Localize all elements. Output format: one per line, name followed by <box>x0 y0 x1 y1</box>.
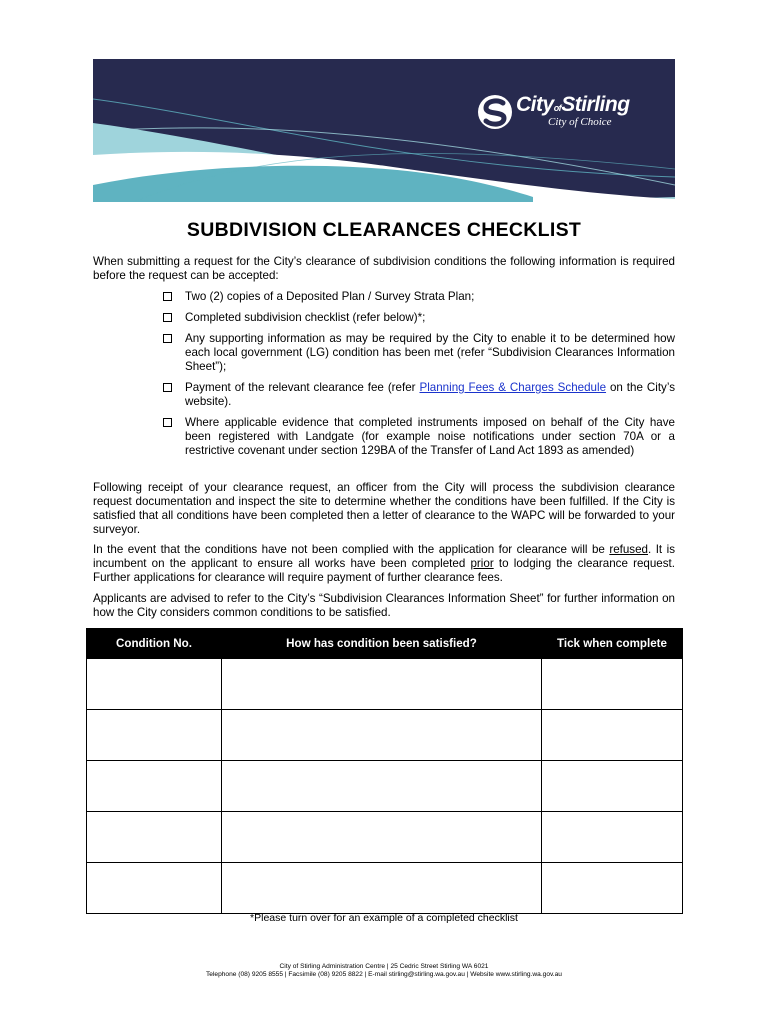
checkbox-icon[interactable] <box>163 383 172 392</box>
condition-checklist-table <box>86 628 683 914</box>
how-satisfied-cell[interactable] <box>222 812 542 863</box>
table-row <box>87 710 683 761</box>
table-row <box>87 659 683 710</box>
footer-contacts: Telephone (08) 9205 8555 | Facsimile (08) 9205 8822 | E-mail stirling@stirling.wa.gov.au | Website www.stirling.wa.gov.au <box>206 971 562 978</box>
page-title: SUBDIVISION CLEARANCES CHECKLIST <box>186 219 582 241</box>
col-header-how-satisfied: How has condition been satisfied? <box>222 629 542 659</box>
logo-wordmark: CityofStirling <box>516 93 630 116</box>
table-row <box>87 761 683 812</box>
checkbox-icon[interactable] <box>163 292 172 301</box>
condition-no-cell[interactable] <box>87 710 222 761</box>
tick-complete-cell[interactable] <box>542 812 683 863</box>
requirements-list <box>162 290 675 458</box>
processing-paragraph: Following receipt of your clearance request, an officer from the City will process the subdivision clearance request documentation and inspect the site to determine whether the conditions have been fulfilled. If the City is satisfied that all conditions have been completed then a letter of clearance to the WAPC will be forwarded to your surveyor. <box>93 481 675 536</box>
page-footer <box>0 963 768 979</box>
footer-address: City of Stirling Administration Centre | 25 Cedric Street Stirling WA 6021 <box>279 963 489 970</box>
tick-complete-cell[interactable] <box>542 863 683 914</box>
table-row <box>87 812 683 863</box>
table-header-row <box>87 629 683 659</box>
checkbox-icon[interactable] <box>163 334 172 343</box>
condition-no-cell[interactable] <box>87 863 222 914</box>
how-satisfied-cell[interactable] <box>222 863 542 914</box>
how-satisfied-cell[interactable] <box>222 710 542 761</box>
intro-paragraph: When submitting a request for the City’s clearance of subdivision conditions the following information is required before the request can be accepted: <box>93 255 675 282</box>
condition-no-cell[interactable] <box>87 761 222 812</box>
col-header-condition-no: Condition No. <box>87 629 222 659</box>
requirement-item: Where applicable evidence that completed instruments imposed on behalf of the City have been registered with Landgate (for example noise notifications under section 70A or a restrictive covenant under section 129BA of the Transfer of Land Act 1893 as amended) <box>162 416 675 458</box>
logo-tagline: City of Choice <box>548 116 612 128</box>
checkbox-icon[interactable] <box>163 418 172 427</box>
turn-over-note: *Please turn over for an example of a completed checklist <box>250 912 518 924</box>
how-satisfied-cell[interactable] <box>222 659 542 710</box>
checkbox-icon[interactable] <box>163 313 172 322</box>
condition-no-cell[interactable] <box>87 812 222 863</box>
tick-complete-cell[interactable] <box>542 761 683 812</box>
requirement-item: Any supporting information as may be required by the City to enable it to be determined how each local government (LG) condition has been met (refer “Subdivision Clearances Information Sheet”); <box>162 332 675 374</box>
refusal-paragraph: In the event that the conditions have not been complied with the application for clearance will be refused. It is incumbent on the applicant to ensure all works have been completed prior to lodging the clearance request. Further applications for clearance will require payment of further clearance fees. <box>93 543 675 584</box>
requirement-item: Completed subdivision checklist (refer below)*; <box>162 311 675 325</box>
col-header-tick-complete: Tick when complete <box>542 629 683 659</box>
tick-complete-cell[interactable] <box>542 710 683 761</box>
tick-complete-cell[interactable] <box>542 659 683 710</box>
how-satisfied-cell[interactable] <box>222 761 542 812</box>
info-sheet-paragraph: Applicants are advised to refer to the City’s “Subdivision Clearances Information Sheet” for further information on how the City considers common conditions to be satisfied. <box>93 592 675 619</box>
planning-fees-link[interactable]: Planning Fees & Charges Schedule <box>419 381 607 394</box>
condition-no-cell[interactable] <box>87 659 222 710</box>
table-row <box>87 863 683 914</box>
requirement-item: Two (2) copies of a Deposited Plan / Survey Strata Plan; <box>162 290 675 304</box>
requirement-item: Payment of the relevant clearance fee (refer Planning Fees & Charges Schedule on the City’s website). <box>162 381 675 409</box>
